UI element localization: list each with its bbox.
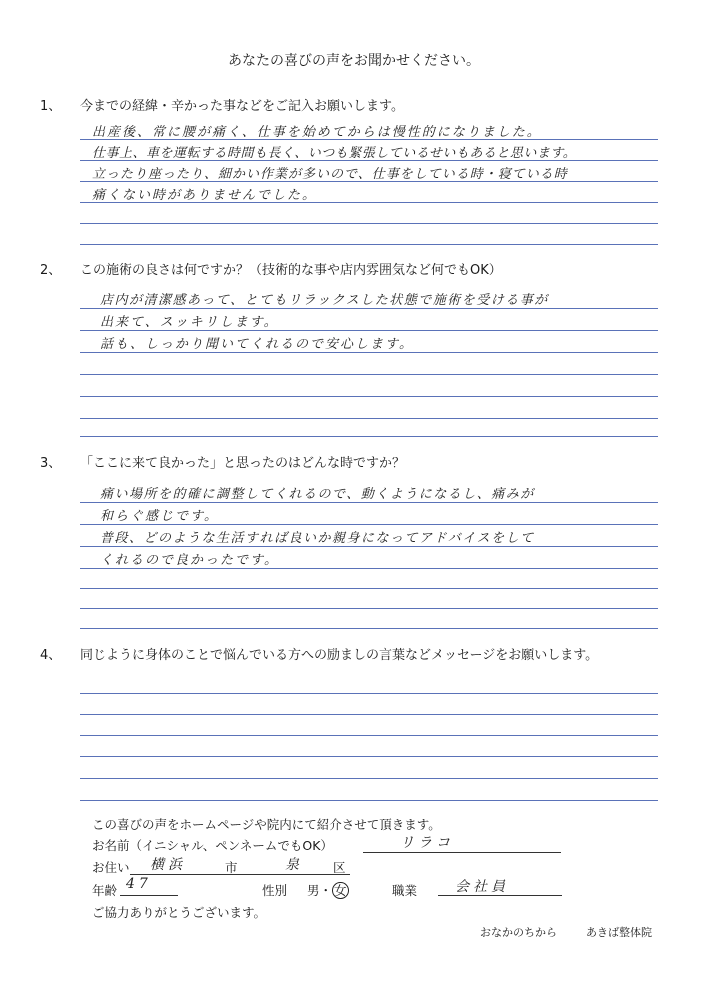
section-1-number: 1、 [40,99,62,114]
section-2-answer-line-1: 店内が清潔感あって、とてもリラックスした状態で施術を受ける事が [100,293,549,308]
city-value: 横浜 [150,857,186,873]
footer-clinic-name: あきば整体院 [586,926,652,939]
occupation-label: 職業 [392,883,418,898]
occupation-underline [438,895,562,896]
section-4-question: 同じように身体のことで悩んでいる方への励ましの言葉などメッセージをお願いします。 [80,648,599,663]
age-value: 47 [126,876,152,892]
address-underline [130,874,350,875]
section-3-answer-line-3: 普段、どのような生活すれば良いか親身になってアドバイスをして [100,531,535,546]
gender-options [307,881,349,899]
section-3-number: 3、 [40,456,62,471]
page-title: あなたの喜びの声をお聞かせください。 [228,53,480,69]
section-2-answer-line-2: 出来て、スッキリします。 [100,315,279,330]
section-3-answer-line-1: 痛い場所を的確に調整してくれるので、動くようになるし、痛みが [100,487,535,502]
section-2-answer-line-3: 話も、しっかり聞いてくれるので安心します。 [100,337,414,352]
age-underline [120,895,178,896]
section-2-question: この施術の良さは何ですか？（技術的な事や店内雰囲気など何でもOK） [80,263,502,278]
section-1-answer-line-3: 立ったり座ったり、細かい作業が多いので、仕事をしている時・寝ている時 [92,167,568,182]
gender-label: 性別 [262,883,288,898]
city-label: 市 [225,860,238,875]
name-label: お名前（イニシャル、ペンネームでもOK） [92,838,333,853]
section-1-question: 今までの経緯・辛かった事などをご記入お願いします。 [80,99,404,114]
ward-value: 泉 [285,857,303,873]
section-1-answer-line-2: 仕事上、車を運転する時間も長く、いつも緊張しているせいもあると思います。 [92,146,577,161]
section-3-question: 「ここに来て良かった」と思ったのはどんな時ですか？ [80,456,406,471]
section-3-answer-line-4: くれるので良かったです。 [100,553,279,568]
gender-female-option-circled: 女 [334,883,347,898]
ward-label: 区 [333,860,346,875]
name-value: リラコ [400,835,454,851]
age-label: 年齢 [92,883,118,898]
form-intro: この喜びの声をホームページや院内にて紹介させて頂きます。 [92,817,441,832]
gender-separator: ・ [319,883,333,898]
section-1-answer-line-1: 出産後、常に腰が痛く、仕事を始めてからは慢性的になりました。 [92,125,542,140]
gender-male-option: 男 [307,883,320,898]
thanks-text: ご協力ありがとうございます。 [92,905,267,920]
address-label: お住い [92,860,130,875]
occupation-value: 会社員 [455,879,509,895]
name-underline [363,852,561,853]
section-4-number: 4、 [40,648,62,663]
footer-tagline: おなかのちから [480,926,557,939]
section-1-answer-line-4: 痛くない時がありませんでした。 [92,188,318,203]
section-3-answer-line-2: 和らぐ感じです。 [100,509,219,524]
section-2-number: 2、 [40,263,62,278]
